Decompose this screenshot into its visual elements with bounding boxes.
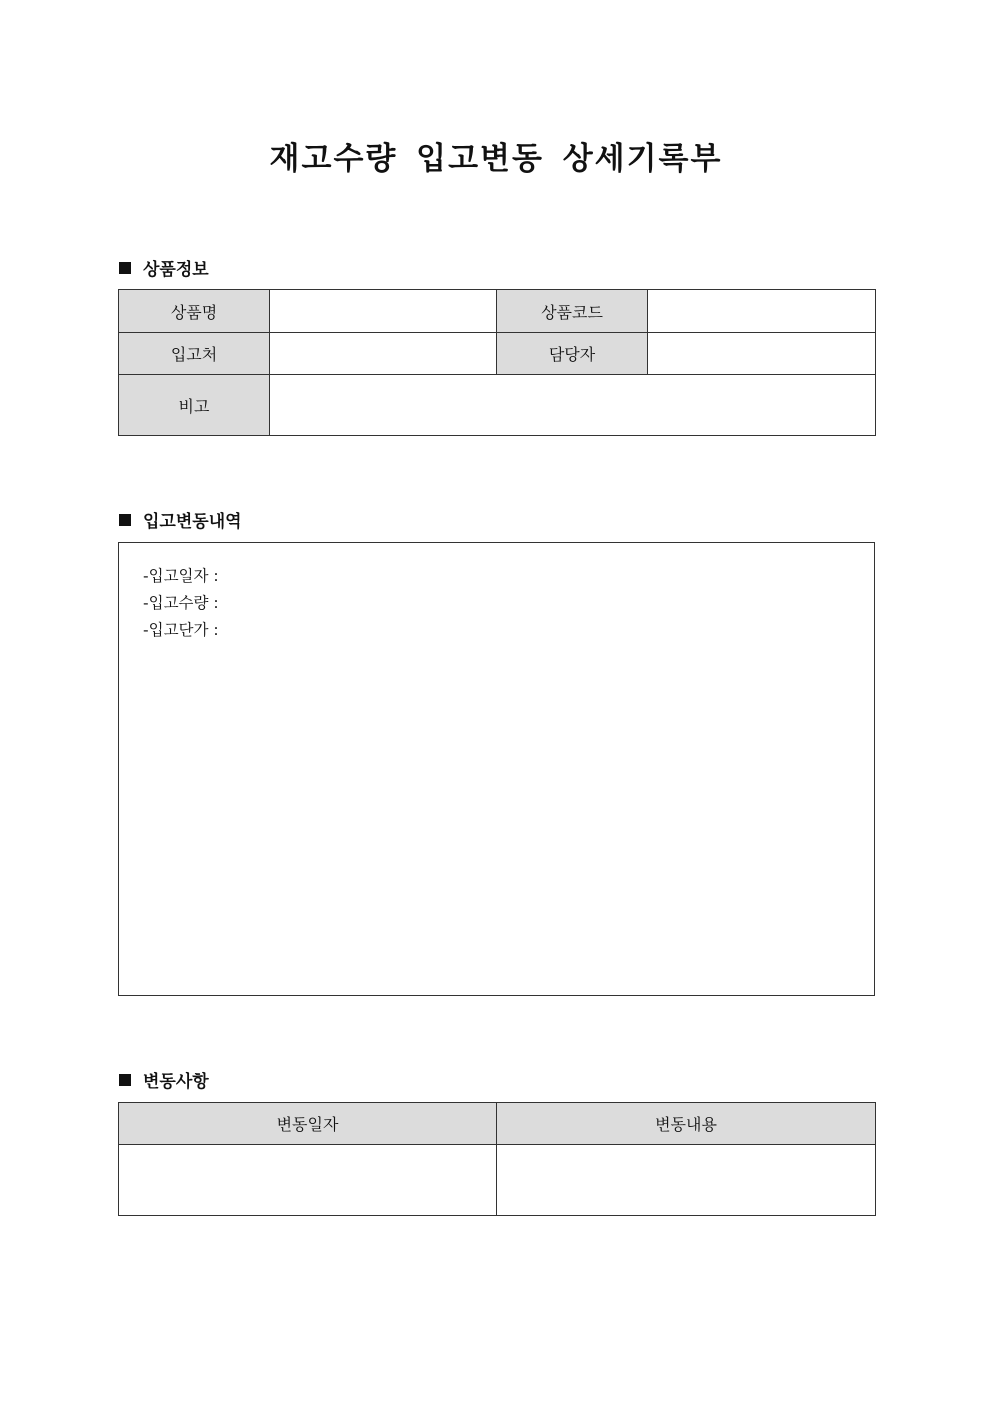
product-name-label: 상품명 bbox=[119, 290, 270, 333]
table-header-row bbox=[119, 1103, 876, 1145]
change-content-header: 변동내용 bbox=[497, 1103, 876, 1145]
section-heading-receipt-history bbox=[119, 507, 242, 532]
product-name-field[interactable] bbox=[270, 290, 497, 333]
product-code-field[interactable] bbox=[648, 290, 876, 333]
receipt-quantity-line: -입고수량 : bbox=[143, 594, 219, 612]
supplier-label: 입고처 bbox=[119, 333, 270, 375]
product-info-table bbox=[118, 289, 876, 436]
black-square-icon bbox=[119, 1074, 131, 1086]
receipt-date-line: -입고일자 : bbox=[143, 567, 219, 585]
table-row bbox=[119, 1145, 876, 1216]
changes-table bbox=[118, 1102, 876, 1216]
page-title: 재고수량 입고변동 상세기록부 bbox=[269, 141, 723, 177]
product-code-label: 상품코드 bbox=[497, 290, 648, 333]
section-heading-label: 상품정보 bbox=[143, 260, 209, 280]
receipt-unit-price-line: -입고단가 : bbox=[143, 621, 219, 639]
remarks-label: 비고 bbox=[119, 375, 270, 436]
receipt-history-box[interactable] bbox=[118, 542, 875, 996]
change-date-header: 변동일자 bbox=[119, 1103, 497, 1145]
receipt-history-lines bbox=[143, 563, 219, 644]
remarks-field[interactable] bbox=[270, 375, 876, 436]
section-heading-product-info bbox=[119, 255, 209, 280]
manager-label: 담당자 bbox=[497, 333, 648, 375]
black-square-icon bbox=[119, 262, 131, 274]
section-heading-label: 입고변동내역 bbox=[143, 512, 242, 532]
table-row bbox=[119, 290, 876, 333]
black-square-icon bbox=[119, 514, 131, 526]
table-row bbox=[119, 375, 876, 436]
change-date-cell[interactable] bbox=[119, 1145, 497, 1216]
section-heading-label: 변동사항 bbox=[143, 1072, 209, 1092]
supplier-field[interactable] bbox=[270, 333, 497, 375]
change-content-cell[interactable] bbox=[497, 1145, 876, 1216]
section-heading-changes bbox=[119, 1067, 209, 1092]
manager-field[interactable] bbox=[648, 333, 876, 375]
table-row bbox=[119, 333, 876, 375]
